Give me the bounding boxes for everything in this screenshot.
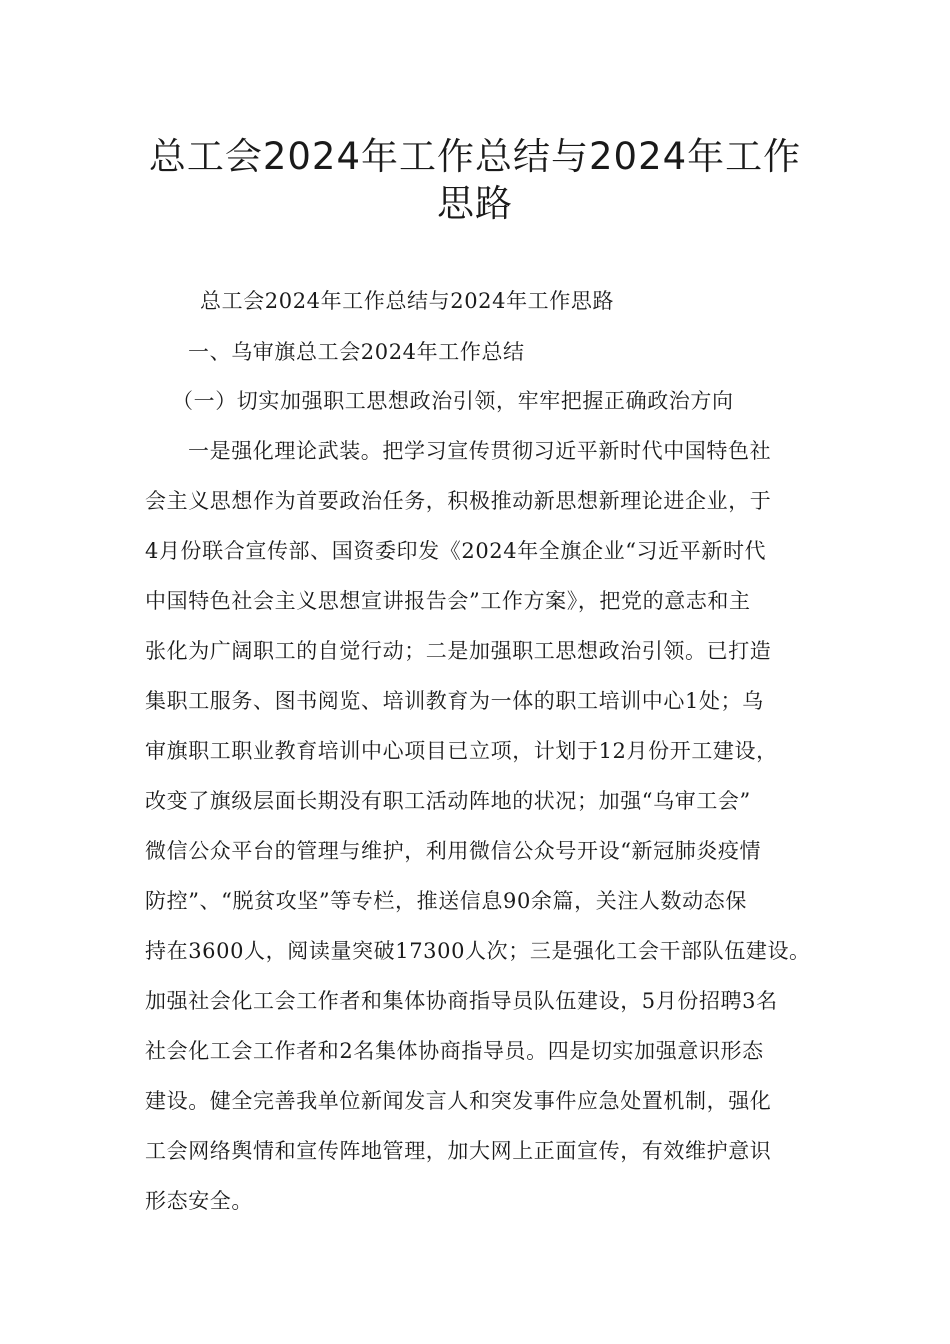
paragraph-line: 建设。健全完善我单位新闻发言人和突发事件应急处置机制，强化 — [145, 1089, 772, 1113]
document-subtitle: 总工会2024年工作总结与2024年工作思路 — [200, 289, 615, 313]
paragraph-line: 张化为广阔职工的自觉行动；二是加强职工思想政治引领。已打造 — [145, 639, 772, 663]
paragraph-line: 审旗职工职业教育培训中心项目已立项，计划于12月份开工建设， — [145, 739, 778, 763]
document-title-line-2: 思路 — [437, 182, 513, 225]
paragraph-line: 防控”、“脱贫攻坚”等专栏，推送信息90余篇，关注人数动态保 — [145, 889, 747, 913]
paragraph-line: 一是强化理论武装。把学习宣传贯彻习近平新时代中国特色社 — [188, 439, 772, 463]
subsection-heading: （一）切实加强职工思想政治引领，牢牢把握正确政治方向 — [172, 389, 734, 413]
paragraph-line: 微信公众平台的管理与维护，利用微信公众号开设“新冠肺炎疫情 — [145, 839, 762, 863]
paragraph-line: 会主义思想作为首要政治任务，积极推动新思想新理论进企业，于 — [145, 489, 772, 513]
document-title-line-1: 总工会2024年工作总结与2024年工作 — [148, 135, 802, 178]
paragraph-line: 加强社会化工会工作者和集体协商指导员队伍建设，5月份招聘3名 — [145, 989, 778, 1013]
paragraph-line: 4月份联合宣传部、国资委印发《2024年全旗企业“习近平新时代 — [145, 539, 767, 563]
paragraph-line: 改变了旗级层面长期没有职工活动阵地的状况；加强“乌审工会” — [145, 789, 751, 813]
paragraph-line: 社会化工会工作者和2名集体协商指导员。四是切实加强意识形态 — [145, 1039, 764, 1063]
paragraph-line: 集职工服务、图书阅览、培训教育为一体的职工培训中心1处；乌 — [145, 689, 764, 713]
paragraph-line: 中国特色社会主义思想宣讲报告会”工作方案》，把党的意志和主 — [145, 589, 751, 613]
paragraph-line: 持在3600人，阅读量突破17300人次；三是强化工会干部队伍建设。 — [145, 939, 811, 963]
section-heading: 一、乌审旗总工会2024年工作总结 — [188, 340, 525, 364]
paragraph-line: 工会网络舆情和宣传阵地管理，加大网上正面宣传，有效维护意识 — [145, 1139, 772, 1163]
paragraph-line: 形态安全。 — [145, 1189, 253, 1213]
